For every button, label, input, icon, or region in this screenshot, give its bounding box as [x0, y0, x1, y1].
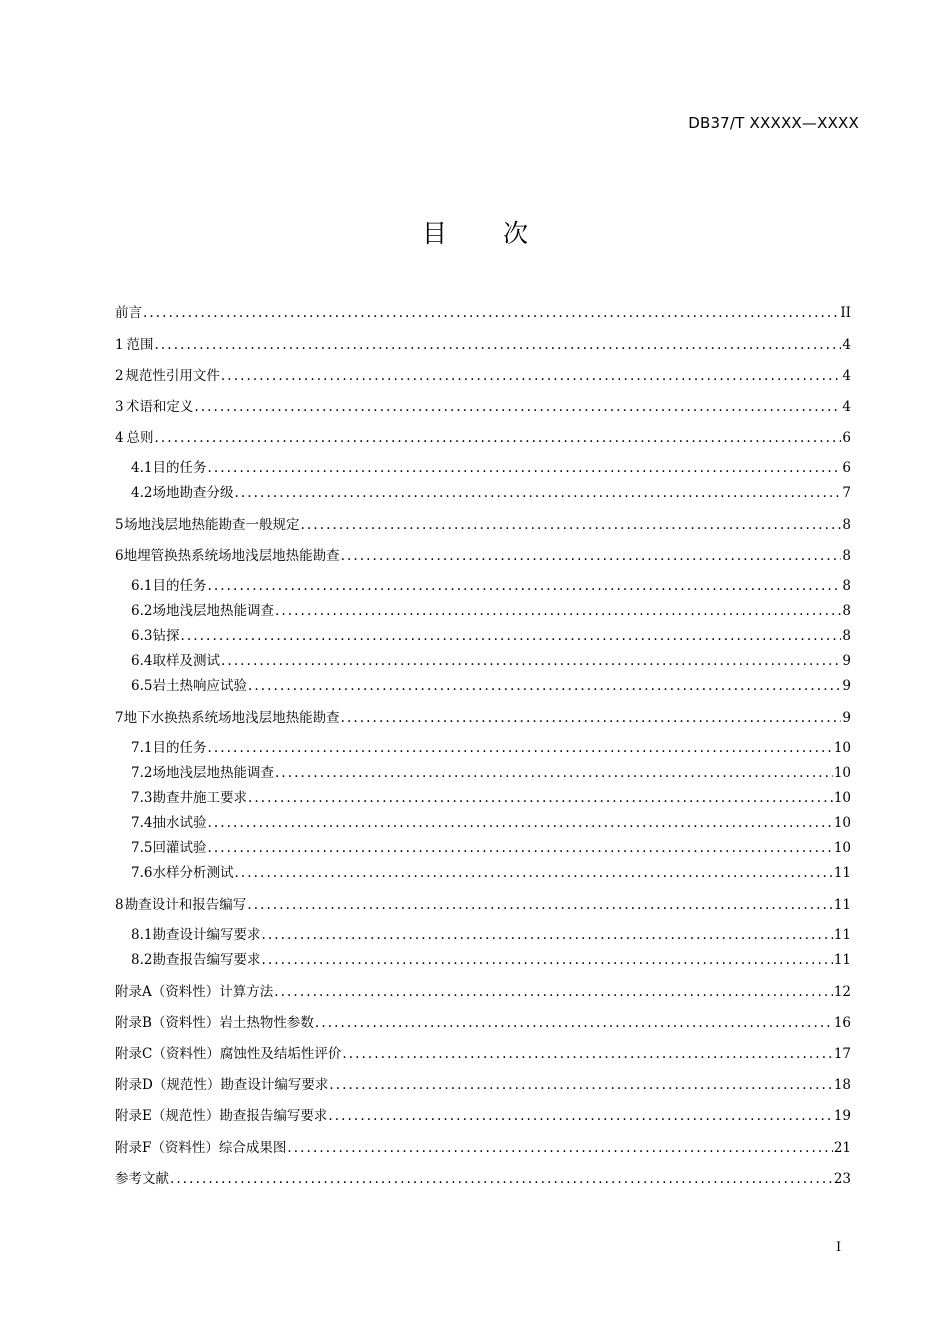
toc-entry-number: 7.2 [131, 765, 153, 781]
toc-entry-title: 取样及测试 [152, 653, 220, 669]
toc-leader-dots [170, 1170, 833, 1188]
toc-entry[interactable] [115, 709, 851, 727]
toc-leader-dots [247, 896, 833, 914]
toc-leader-dots [207, 739, 832, 757]
toc-entry[interactable] [115, 547, 851, 565]
toc-entry-page: 19 [833, 1108, 851, 1124]
toc-leader-dots [275, 602, 841, 620]
toc-leader-dots [261, 951, 832, 969]
toc-entry[interactable] [115, 367, 851, 385]
toc-entry-title: 岩土热物性参数 [219, 1015, 314, 1031]
toc-leader-dots [329, 1076, 832, 1094]
toc-leader-dots [207, 577, 841, 595]
toc-entry-number: 7.1 [131, 740, 153, 756]
toc-entry-page: 16 [833, 1015, 851, 1031]
toc-entry-title: 勘查设计编写要求 [152, 927, 261, 943]
toc-appendix-type: （资料性） [152, 1046, 220, 1062]
toc-appendix-label: 附录B [115, 1015, 152, 1031]
toc-entry[interactable] [131, 677, 851, 695]
toc-entry-title: 目的任务 [152, 460, 207, 476]
toc-entry-page: 9 [842, 653, 851, 669]
toc-leader-dots [342, 1045, 832, 1063]
toc-appendix-type: （规范性） [151, 1108, 220, 1124]
toc-leader-dots [341, 547, 842, 565]
toc-appendix-label: 附录F [115, 1140, 152, 1156]
toc-entry-page: 10 [833, 840, 851, 856]
toc-entry[interactable] [131, 864, 851, 882]
toc-leader-dots [207, 839, 832, 857]
toc-entry[interactable] [115, 1107, 851, 1125]
toc-leader-dots [261, 926, 832, 944]
toc-entry-number: 8 [115, 897, 124, 913]
toc-entry-page: 12 [833, 984, 851, 1000]
toc-entry-page: 9 [842, 678, 851, 694]
toc-entry[interactable] [131, 484, 851, 502]
toc-entry-title: 勘查报告编写要求 [219, 1108, 328, 1124]
toc-entry-number: 6 [115, 548, 124, 564]
toc-entry-page: 10 [833, 740, 851, 756]
toc-entry-title: 场地浅层地热能勘查一般规定 [124, 517, 300, 533]
toc-entry[interactable] [131, 789, 851, 807]
toc-entry-title: 目的任务 [152, 578, 207, 594]
toc-entry-number: 5 [115, 517, 124, 533]
toc-leader-dots [194, 398, 841, 416]
toc-entry-number: 4 [115, 430, 124, 446]
toc-entry-number: 3 [115, 399, 124, 415]
toc-entry-number: 8.1 [131, 927, 153, 943]
toc-entry-page: 10 [833, 815, 851, 831]
toc-title: 目次 [421, 219, 584, 248]
toc-leader-dots [221, 652, 841, 670]
toc-entry[interactable] [115, 983, 851, 1001]
toc-appendix-type: （资料性） [151, 984, 220, 1000]
toc-entry-page: 23 [833, 1171, 851, 1187]
document-code: DB37/T XXXXX—XXXX [688, 114, 859, 132]
toc-entry[interactable] [131, 627, 851, 645]
toc-entry[interactable] [115, 1139, 851, 1157]
toc-entry[interactable] [115, 1170, 851, 1188]
toc-appendix-type: （规范性） [152, 1077, 221, 1093]
toc-entry-page: 11 [833, 865, 851, 881]
toc-entry-page: 18 [833, 1077, 851, 1093]
toc-entry-page: 11 [833, 927, 851, 943]
toc-entry[interactable] [131, 577, 851, 595]
toc-entry-page: 8 [842, 548, 851, 564]
toc-entry-number: 7.6 [131, 865, 153, 881]
toc-leader-dots [328, 1107, 832, 1125]
toc-entry-title: 腐蚀性及结垢性评价 [219, 1046, 342, 1062]
toc-entry-page: 7 [842, 485, 851, 501]
toc-leader-dots [155, 429, 842, 447]
toc-entry-page: 6 [842, 460, 851, 476]
toc-leader-dots [315, 1014, 833, 1032]
toc-entry-title: 地埋管换热系统场地浅层地热能勘查 [123, 548, 340, 564]
toc-entry[interactable] [131, 926, 851, 944]
toc-leader-dots [248, 789, 833, 807]
toc-leader-dots [234, 484, 841, 502]
toc-entry-number: 1 [115, 337, 124, 353]
toc-entry[interactable] [115, 1045, 851, 1063]
toc-entry-title: 场地浅层地热能调查 [152, 765, 274, 781]
toc-entry-number: 7.5 [131, 840, 153, 856]
toc-entry-number: 6.3 [131, 628, 153, 644]
toc-entry-title: 规范性引用文件 [125, 368, 220, 384]
toc-entry-title: 回灌试验 [152, 840, 207, 856]
toc-entry-title: 计算方法 [219, 984, 274, 1000]
toc-entry-page: 4 [842, 337, 851, 353]
toc-entry-number: 4.1 [131, 460, 153, 476]
toc-entry-title: 勘查设计编写要求 [220, 1077, 329, 1093]
toc-entry-number: 7.4 [131, 815, 153, 831]
toc-entry-number: 6.1 [131, 578, 153, 594]
toc-entry-page: 9 [842, 710, 851, 726]
toc-entry-title: 水样分析测试 [152, 865, 234, 881]
toc-entry-page: 11 [833, 897, 851, 913]
toc-entry[interactable] [115, 896, 851, 914]
toc-leader-dots [207, 814, 832, 832]
toc-leader-dots [287, 1139, 832, 1157]
toc-entry[interactable] [131, 459, 851, 477]
toc-leader-dots [234, 864, 832, 882]
toc-entry-title: 勘查设计和报告编写 [124, 897, 247, 913]
toc-entry[interactable] [115, 516, 851, 534]
toc-entry-title: 前言 [115, 305, 142, 321]
toc-entry-title: 术语和定义 [125, 399, 194, 415]
toc-entry-number: 6.5 [131, 678, 153, 694]
toc-entry-page: II [840, 305, 851, 321]
toc-leader-dots [207, 459, 841, 477]
toc-entry[interactable] [131, 814, 851, 832]
toc-entry-page: 6 [842, 430, 851, 446]
toc-entry-title: 目的任务 [152, 740, 207, 756]
toc-entry[interactable] [115, 336, 851, 354]
toc-leader-dots [155, 336, 842, 354]
toc-entry-title: 综合成果图 [218, 1140, 287, 1156]
toc-entry-number: 8.2 [131, 952, 153, 968]
toc-entry[interactable] [131, 739, 851, 757]
toc-entry[interactable] [115, 1014, 851, 1032]
toc-entry-page: 10 [833, 765, 851, 781]
toc-entry-number: 6.2 [131, 603, 153, 619]
toc-entry[interactable] [115, 398, 851, 416]
toc-appendix-label: 附录A [115, 984, 152, 1000]
toc-entry-title: 场地勘查分级 [152, 485, 234, 501]
toc-entry-title: 钻探 [152, 628, 180, 644]
toc-leader-dots [301, 516, 842, 534]
toc-entry-page: 10 [833, 790, 851, 806]
toc-entry-title: 抽水试验 [152, 815, 207, 831]
toc-entry-title: 勘查报告编写要求 [152, 952, 261, 968]
toc-entry[interactable] [131, 764, 851, 782]
toc-entry[interactable] [131, 652, 851, 670]
toc-entry-page: 4 [842, 368, 851, 384]
toc-entry[interactable] [131, 602, 851, 620]
toc-entry-page: 8 [842, 517, 851, 533]
toc-entry-number: 7 [115, 710, 124, 726]
toc-leader-dots [275, 764, 833, 782]
toc-entry-page: 8 [842, 603, 851, 619]
toc-leader-dots [248, 677, 841, 695]
toc-entry-number: 4.2 [131, 485, 153, 501]
toc-entry-title: 范围 [126, 337, 154, 353]
toc-leader-dots [341, 709, 842, 727]
toc-leader-dots [143, 304, 839, 322]
toc-entry[interactable] [115, 429, 851, 447]
toc-entry-page: 4 [842, 399, 851, 415]
toc-entry-title: 总则 [126, 430, 154, 446]
toc-entry-title: 地下水换热系统场地浅层地热能勘查 [123, 710, 340, 726]
toc-leader-dots [274, 983, 833, 1001]
toc-entry-page: 17 [833, 1046, 851, 1062]
toc-leader-dots [180, 627, 841, 645]
toc-entry-number: 6.4 [131, 653, 153, 669]
toc-entry-title: 岩土热响应试验 [152, 678, 247, 694]
toc-entry[interactable] [115, 1076, 851, 1094]
toc-entry-title: 场地浅层地热能调查 [152, 603, 274, 619]
toc-appendix-label: 附录E [115, 1108, 152, 1124]
toc-appendix-label: 附录C [115, 1046, 153, 1062]
toc-entry[interactable] [131, 839, 851, 857]
toc-entry-page: 8 [842, 578, 851, 594]
toc-entry-number: 7.3 [131, 790, 153, 806]
toc-appendix-label: 附录D [115, 1077, 153, 1093]
toc-entry[interactable] [131, 951, 851, 969]
toc-entry-title: 参考文献 [115, 1171, 169, 1187]
toc-leader-dots [221, 367, 842, 385]
toc-entry-page: 8 [842, 628, 851, 644]
page-number: I [836, 1240, 842, 1255]
toc-appendix-type: （资料性） [151, 1015, 220, 1031]
toc-appendix-type: （资料性） [151, 1140, 219, 1156]
toc-entry-page: 11 [833, 952, 851, 968]
toc-entry-title: 勘查井施工要求 [152, 790, 247, 806]
toc-entry[interactable] [115, 304, 851, 322]
toc-entry-number: 2 [115, 368, 124, 384]
toc-entry-page: 21 [833, 1140, 851, 1156]
table-of-contents [115, 0, 851, 1344]
